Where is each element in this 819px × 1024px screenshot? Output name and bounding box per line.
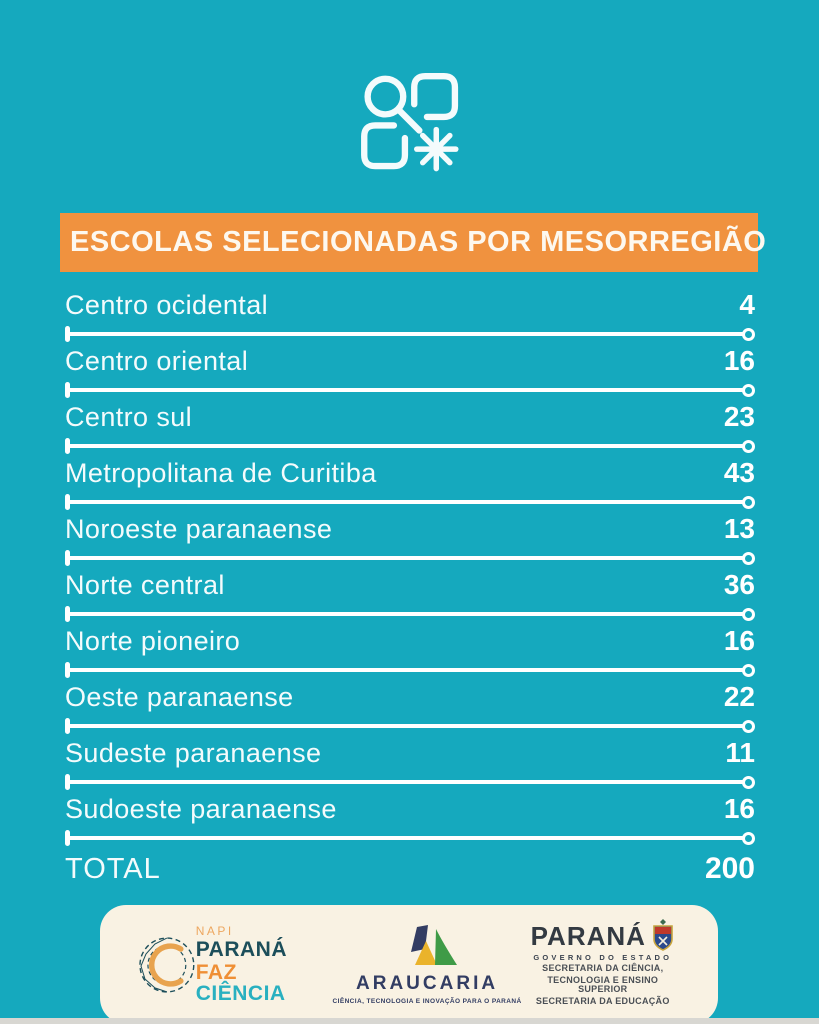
row-divider — [65, 550, 755, 566]
parana-government-logo — [522, 920, 684, 1007]
title-banner — [60, 213, 767, 272]
divider-end-ring — [742, 776, 755, 789]
region-label: Centro oriental — [65, 346, 249, 376]
row-divider — [65, 606, 755, 622]
footer-logo-bar — [100, 905, 718, 1024]
page-title: ESCOLAS SELECIONADAS POR MESORREGIÃO — [70, 226, 767, 258]
list-item — [65, 678, 755, 734]
divider-end-ring — [742, 720, 755, 733]
list-item — [65, 622, 755, 678]
region-label: Centro ocidental — [65, 290, 269, 320]
list-item — [65, 342, 755, 398]
parana-crest-icon — [651, 919, 675, 951]
asterisk-shape — [416, 130, 455, 169]
napi-parana-label: PARANÁ — [195, 938, 288, 961]
region-label: Sudoeste paranaense — [65, 794, 337, 824]
total-row — [65, 852, 755, 886]
araucaria-logo — [333, 925, 522, 1005]
araucaria-tagline-label: CIÊNCIA, TECNOLOGIA E INOVAÇÃO PARA O PARANÁ — [332, 997, 522, 1005]
open-square-top-right — [414, 76, 455, 117]
divider-end-ring — [742, 496, 755, 509]
list-item — [65, 790, 755, 846]
region-value: 13 — [723, 513, 755, 544]
list-item — [65, 510, 755, 566]
divider-line — [69, 332, 743, 336]
secretaria-line-2: TECNOLOGIA E ENSINO SUPERIOR — [547, 975, 659, 995]
divider-end-ring — [742, 552, 755, 565]
divider-line — [69, 780, 743, 784]
region-value: 16 — [723, 793, 755, 824]
region-label: Metropolitana de Curitiba — [65, 458, 377, 488]
divider-line — [69, 388, 743, 392]
region-value: 16 — [723, 345, 755, 376]
list-item — [65, 566, 755, 622]
row-divider — [65, 438, 755, 454]
divider-line — [69, 612, 743, 616]
region-value: 23 — [723, 401, 755, 432]
secretaria-line-1: SECRETARIA DA CIÊNCIA, — [542, 963, 664, 974]
region-value: 22 — [723, 681, 755, 712]
divider-end-ring — [742, 440, 755, 453]
mesoregion-list — [65, 286, 755, 846]
row-divider — [65, 774, 755, 790]
divider-end-ring — [742, 384, 755, 397]
divider-line — [69, 724, 743, 728]
region-value: 4 — [739, 289, 755, 320]
napi-parana-faz-ciencia-logo — [134, 925, 333, 1004]
parana-gov-name-label: PARANÁ — [530, 920, 646, 951]
napi-faz-ciencia-label: FAZ CIÊNCIA — [195, 961, 286, 1005]
list-item — [65, 398, 755, 454]
region-value: 16 — [723, 625, 755, 656]
bottom-edge-strip — [0, 1018, 819, 1024]
divider-line — [69, 556, 743, 560]
row-divider — [65, 494, 755, 510]
shapes-magnifier-asterisk-icon — [360, 72, 460, 177]
total-label: TOTAL — [65, 853, 161, 885]
region-value: 36 — [723, 569, 755, 600]
row-divider — [65, 382, 755, 398]
araucaria-tree-icon — [395, 925, 459, 971]
magnifier-handle — [398, 109, 419, 130]
divider-end-ring — [742, 608, 755, 621]
parana-gov-subtitle-label: GOVERNO DO ESTADO — [533, 952, 673, 962]
list-item — [65, 286, 755, 342]
divider-end-ring — [742, 832, 755, 845]
divider-line — [69, 500, 743, 504]
secretaria-line-3: SECRETARIA DA EDUCAÇÃO — [535, 996, 670, 1007]
napi-label: NAPI — [195, 924, 234, 938]
region-label: Centro sul — [65, 402, 193, 432]
region-value: 11 — [725, 737, 755, 768]
row-divider — [65, 830, 755, 846]
region-label: Oeste paranaense — [65, 682, 294, 712]
open-square-bottom-left — [364, 125, 405, 166]
row-divider — [65, 662, 755, 678]
region-label: Sudeste paranaense — [65, 738, 322, 768]
list-item — [65, 454, 755, 510]
divider-line — [69, 836, 743, 840]
row-divider — [65, 718, 755, 734]
divider-line — [69, 444, 743, 448]
region-label: Norte pioneiro — [65, 626, 241, 656]
region-value: 43 — [723, 457, 755, 488]
region-label: Norte central — [65, 570, 225, 600]
divider-end-ring — [742, 328, 755, 341]
total-value: 200 — [704, 852, 755, 885]
row-divider — [65, 326, 755, 342]
list-item — [65, 734, 755, 790]
divider-end-ring — [742, 664, 755, 677]
napi-emblem-icon — [134, 932, 200, 998]
region-label: Noroeste paranaense — [65, 514, 333, 544]
divider-line — [69, 668, 743, 672]
araucaria-name-label: ARAUCARIA — [356, 972, 499, 994]
